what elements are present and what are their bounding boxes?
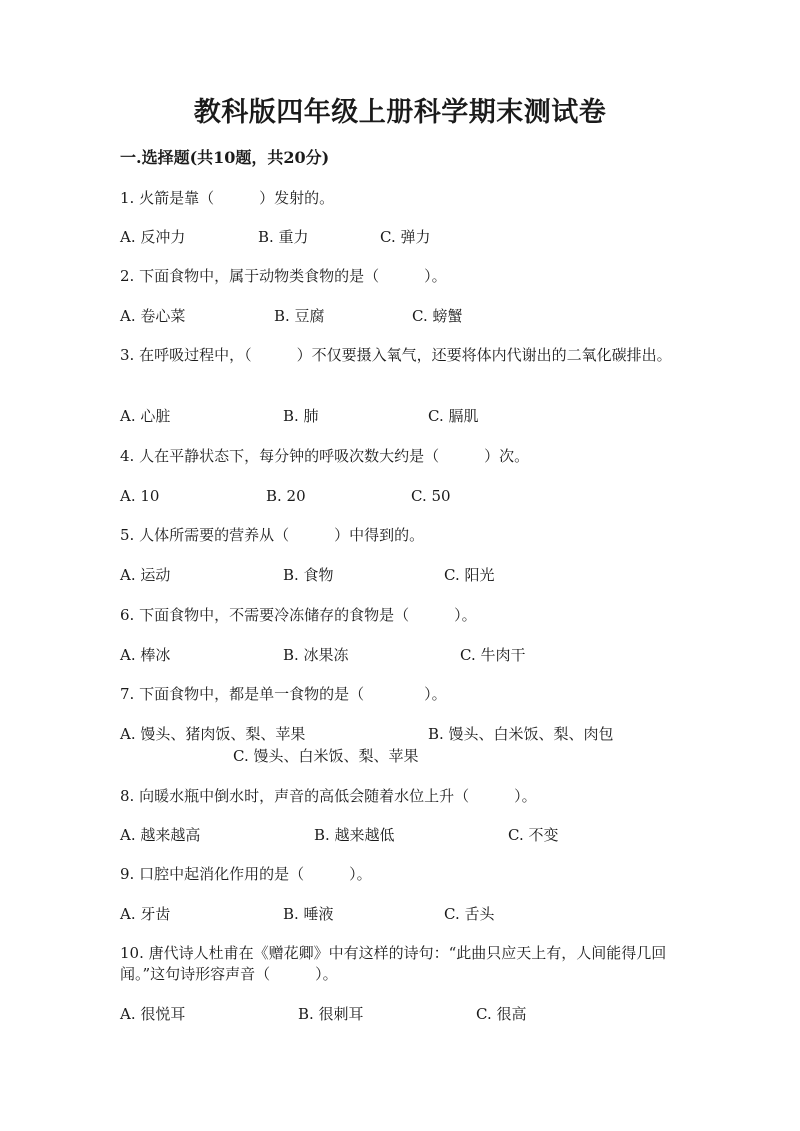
question-10-stem: 10. 唐代诗人杜甫在《赠花卿》中有这样的诗句：“此曲只应天上有，人间能得几回闻。”这句诗形容声音（ ）。: [120, 944, 667, 983]
question-6-stem: 6. 下面食物中，不需要冷冻储存的食物是（ ）。: [120, 606, 477, 624]
question-5-stem: 5. 人体所需要的营养从（ ）中得到的。: [120, 526, 425, 544]
question-2-option-b: B. 豆腐: [274, 307, 325, 325]
question-3-option-a: A. 心脏: [120, 407, 171, 425]
question-6-option-a: A. 棒冰: [120, 646, 171, 664]
question-6-option-c: C. 牛肉干: [460, 646, 526, 664]
question-8-option-a: A. 越来越高: [120, 826, 201, 844]
question-5-option-b: B. 食物: [283, 566, 334, 584]
question-4-option-a: A. 10: [120, 487, 160, 505]
question-1-option-c: C. 弹力: [380, 228, 431, 246]
page-title: 教科版四年级上册科学期末测试卷: [193, 97, 607, 128]
question-10-option-a: A. 很悦耳: [120, 1005, 186, 1023]
question-4-option-b: B. 20: [266, 487, 306, 505]
section-heading: 一.选择题(共10题，共20分): [120, 148, 330, 167]
question-2-option-a: A. 卷心菜: [120, 307, 186, 325]
question-2-stem: 2. 下面食物中，属于动物类食物的是（ ）。: [120, 267, 447, 285]
question-9-option-c: C. 舌头: [444, 905, 495, 923]
question-9-option-a: A. 牙齿: [120, 905, 171, 923]
question-9-stem: 9. 口腔中起消化作用的是（ ）。: [120, 865, 372, 883]
question-1-stem: 1. 火箭是靠（ ）发射的。: [120, 189, 335, 207]
question-10-option-c: C. 很高: [476, 1005, 527, 1023]
question-10-option-b: B. 很刺耳: [298, 1005, 364, 1023]
question-1-option-b: B. 重力: [258, 228, 309, 246]
question-7-option-c: C. 馒头、白米饭、梨、苹果: [233, 747, 419, 765]
question-3-option-b: B. 肺: [283, 407, 319, 425]
question-1-option-a: A. 反冲力: [120, 228, 186, 246]
question-7-option-a: A. 馒头、猪肉饭、梨、苹果: [120, 725, 306, 743]
question-7-stem: 7. 下面食物中，都是单一食物的是（ ）。: [120, 685, 447, 703]
question-2-option-c: C. 螃蟹: [412, 307, 463, 325]
question-6-option-b: B. 冰果冻: [283, 646, 349, 664]
question-9-option-b: B. 唾液: [283, 905, 334, 923]
question-4-stem: 4. 人在平静状态下，每分钟的呼吸次数大约是（ ）次。: [120, 447, 530, 465]
question-4-option-c: C. 50: [411, 487, 451, 505]
question-3-option-c: C. 膈肌: [428, 407, 479, 425]
question-8-option-b: B. 越来越低: [314, 826, 395, 844]
question-3-stem: 3. 在呼吸过程中，（ ）不仅要摄入氧气，还要将体内代谢出的二氧化碳排出。: [120, 346, 672, 364]
question-8-stem: 8. 向暖水瓶中倒水时，声音的高低会随着水位上升（ ）。: [120, 787, 537, 805]
question-5-option-a: A. 运动: [120, 566, 171, 584]
question-5-option-c: C. 阳光: [444, 566, 495, 584]
question-8-option-c: C. 不变: [508, 826, 559, 844]
question-7-option-b: B. 馒头、白米饭、梨、肉包: [428, 725, 614, 743]
